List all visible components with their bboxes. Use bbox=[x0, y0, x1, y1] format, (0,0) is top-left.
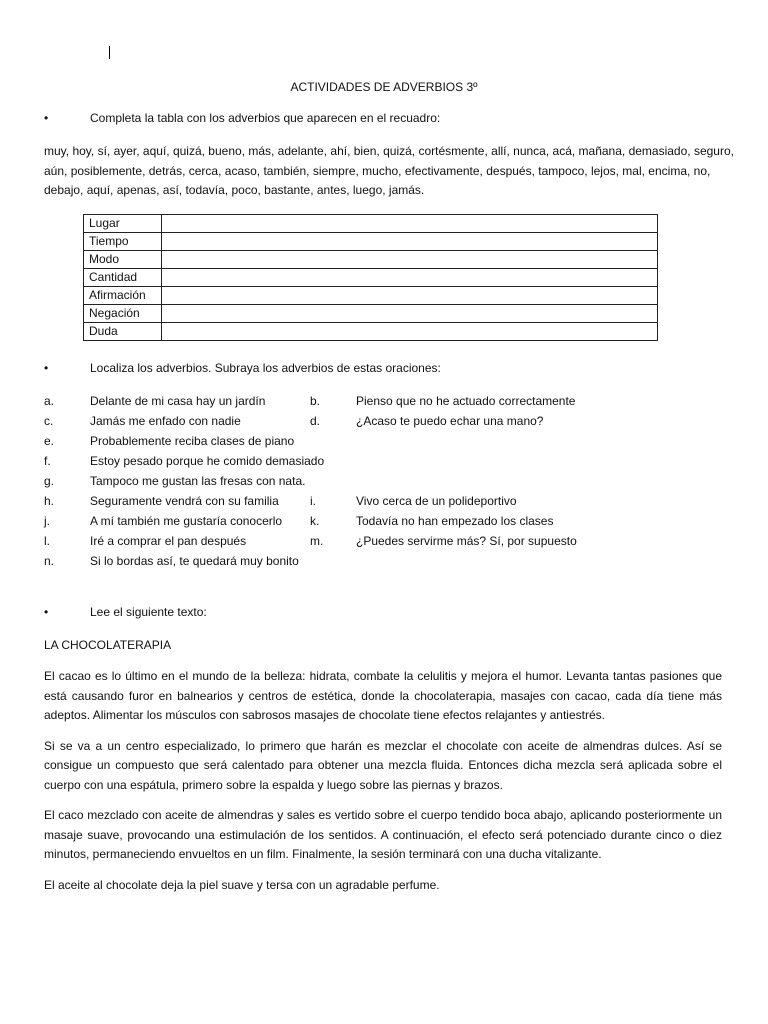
reading-text bbox=[44, 667, 722, 906]
sentence-letter: e. bbox=[44, 433, 55, 448]
sentence-row bbox=[44, 491, 744, 511]
sentence-text: A mí también me gustaría conocerlo bbox=[90, 513, 283, 528]
table-row bbox=[84, 305, 658, 323]
sentence-letter: m. bbox=[310, 533, 324, 548]
paragraph: El caco mezclado con aceite de almendras y sales es vertido sobre el cuerpo tendido boca abajo, aplicando posteriormente un masaje suave, provocando una estimulación de los sentidos. A continuación, el efecto será potenciado durante cinco o diez minutos, permaneciendo envueltos en un film. Finalmente, la sesión terminará con una ducha vitalizante. bbox=[44, 808, 722, 861]
sentence-text: Iré a comprar el pan después bbox=[90, 533, 247, 548]
sentence-text: Todavía no han empezado los clases bbox=[356, 513, 554, 528]
sentence-text: Probablemente reciba clases de piano bbox=[90, 433, 295, 448]
table-row bbox=[84, 287, 658, 305]
answer-cell[interactable] bbox=[162, 251, 658, 269]
row-label: Duda bbox=[84, 323, 162, 341]
instruction-1 bbox=[44, 111, 440, 125]
sentence-letter: k. bbox=[310, 513, 320, 528]
sentence-text: Si lo bordas así, te quedará muy bonito bbox=[90, 553, 299, 568]
sentence-letter: c. bbox=[44, 413, 54, 428]
paragraph: Si se va a un centro especializado, lo primero que harán es mezclar el chocolate con aceite de almendras dulces. Así se consigue un compuesto que será calentado para obtener una mezcla fluida. Entonces dicha mezcla será aplicada sobre el cuerpo con una espátula, primero sobre la espalda y luego sobre las piernas y brazos. bbox=[44, 738, 722, 792]
sentence-text: Seguramente vendrá con su familia bbox=[90, 493, 279, 508]
sentence-text: Delante de mi casa hay un jardín bbox=[90, 393, 266, 408]
instruction-2 bbox=[44, 361, 441, 375]
sentence-text: ¿Puedes servirme más? Sí, por supuesto bbox=[356, 533, 577, 548]
sentence-text: ¿Acaso te puedo echar una mano? bbox=[356, 413, 544, 428]
sentence-letter: b. bbox=[310, 393, 321, 408]
answer-cell[interactable] bbox=[162, 269, 658, 287]
instruction-3 bbox=[44, 605, 207, 619]
sentence-letter: g. bbox=[44, 473, 55, 488]
row-label: Tiempo bbox=[84, 233, 162, 251]
bullet-icon: • bbox=[44, 111, 49, 125]
answer-cell[interactable] bbox=[162, 215, 658, 233]
bullet-icon: • bbox=[44, 361, 49, 375]
paragraph: El aceite al chocolate deja la piel suave y tersa con un agradable perfume. bbox=[44, 877, 440, 892]
sentence-text: Jamás me enfado con nadie bbox=[90, 413, 241, 428]
sentence-letter: n. bbox=[44, 553, 55, 568]
adverb-table bbox=[83, 214, 658, 341]
row-label: Modo bbox=[84, 251, 162, 269]
instruction-text: Localiza los adverbios. Subraya los adverbios de estas oraciones: bbox=[90, 361, 441, 375]
sentence-text: Pienso que no he actuado correctamente bbox=[356, 393, 576, 408]
row-label: Afirmación bbox=[84, 287, 162, 305]
reading-title: LA CHOCOLATERAPIA bbox=[44, 638, 172, 652]
sentence-row bbox=[44, 391, 744, 411]
table-row bbox=[84, 251, 658, 269]
adverb-list: muy, hoy, sí, ayer, aquí, quizá, bueno, más, adelante, ahí, bien, quizá, cortésmente, allí, nunca, acá, mañana, demasiado, seguro, aún, posiblemente, detrás, cerca, acaso, también, siempre, mucho, efectivamente, después, tampoco, lejos, mal, encima, no, debajo, aquí, apenas, así, todavía, poco, bastante, antes, luego, jamás. bbox=[44, 144, 734, 197]
sentence-list bbox=[44, 391, 744, 571]
table-row bbox=[84, 269, 658, 287]
bullet-icon: • bbox=[44, 605, 49, 619]
row-label: Negación bbox=[84, 305, 162, 323]
sentence-letter: l. bbox=[44, 533, 50, 548]
sentence-letter: f. bbox=[44, 453, 51, 468]
instruction-text: Completa la tabla con los adverbios que aparecen en el recuadro: bbox=[90, 111, 441, 125]
table-row bbox=[84, 233, 658, 251]
answer-cell[interactable] bbox=[162, 233, 658, 251]
sentence-row bbox=[44, 411, 744, 431]
sentence-letter: j. bbox=[44, 513, 50, 528]
sentence-text: Vivo cerca de un polideportivo bbox=[356, 493, 517, 508]
answer-cell[interactable] bbox=[162, 287, 658, 305]
sentence-text: Tampoco me gustan las fresas con nata. bbox=[90, 473, 306, 488]
sentence-letter: d. bbox=[310, 413, 321, 428]
text-cursor bbox=[109, 46, 110, 59]
paragraph: El cacao es lo último en el mundo de la belleza: hidrata, combate la celulitis y mejora el humor. Levanta tantas pasiones que está causando furor en balnearios y centros de estética, donde la chocolaterapia, masajes con cacao, cada día tiene más adeptos. Alimentar los músculos con sabrosos masajes de chocolate tiene efectos relajantes y antiestrés. bbox=[44, 669, 722, 722]
table-row bbox=[84, 323, 658, 341]
sentence-letter: a. bbox=[44, 393, 55, 408]
sentence-row bbox=[44, 471, 744, 491]
page-title: ACTIVIDADES DE ADVERBIOS 3º bbox=[290, 80, 478, 94]
row-label: Lugar bbox=[84, 215, 162, 233]
answer-cell[interactable] bbox=[162, 305, 658, 323]
sentence-letter: i. bbox=[310, 493, 316, 508]
sentence-row bbox=[44, 551, 744, 571]
sentence-row bbox=[44, 511, 744, 531]
table-row bbox=[84, 215, 658, 233]
sentence-row bbox=[44, 531, 744, 551]
answer-cell[interactable] bbox=[162, 323, 658, 341]
instruction-text: Lee el siguiente texto: bbox=[90, 605, 207, 619]
sentence-row bbox=[44, 431, 744, 451]
sentence-letter: h. bbox=[44, 493, 55, 508]
row-label: Cantidad bbox=[84, 269, 162, 287]
sentence-row bbox=[44, 451, 744, 471]
sentence-text: Estoy pesado porque he comido demasiado bbox=[90, 453, 325, 468]
